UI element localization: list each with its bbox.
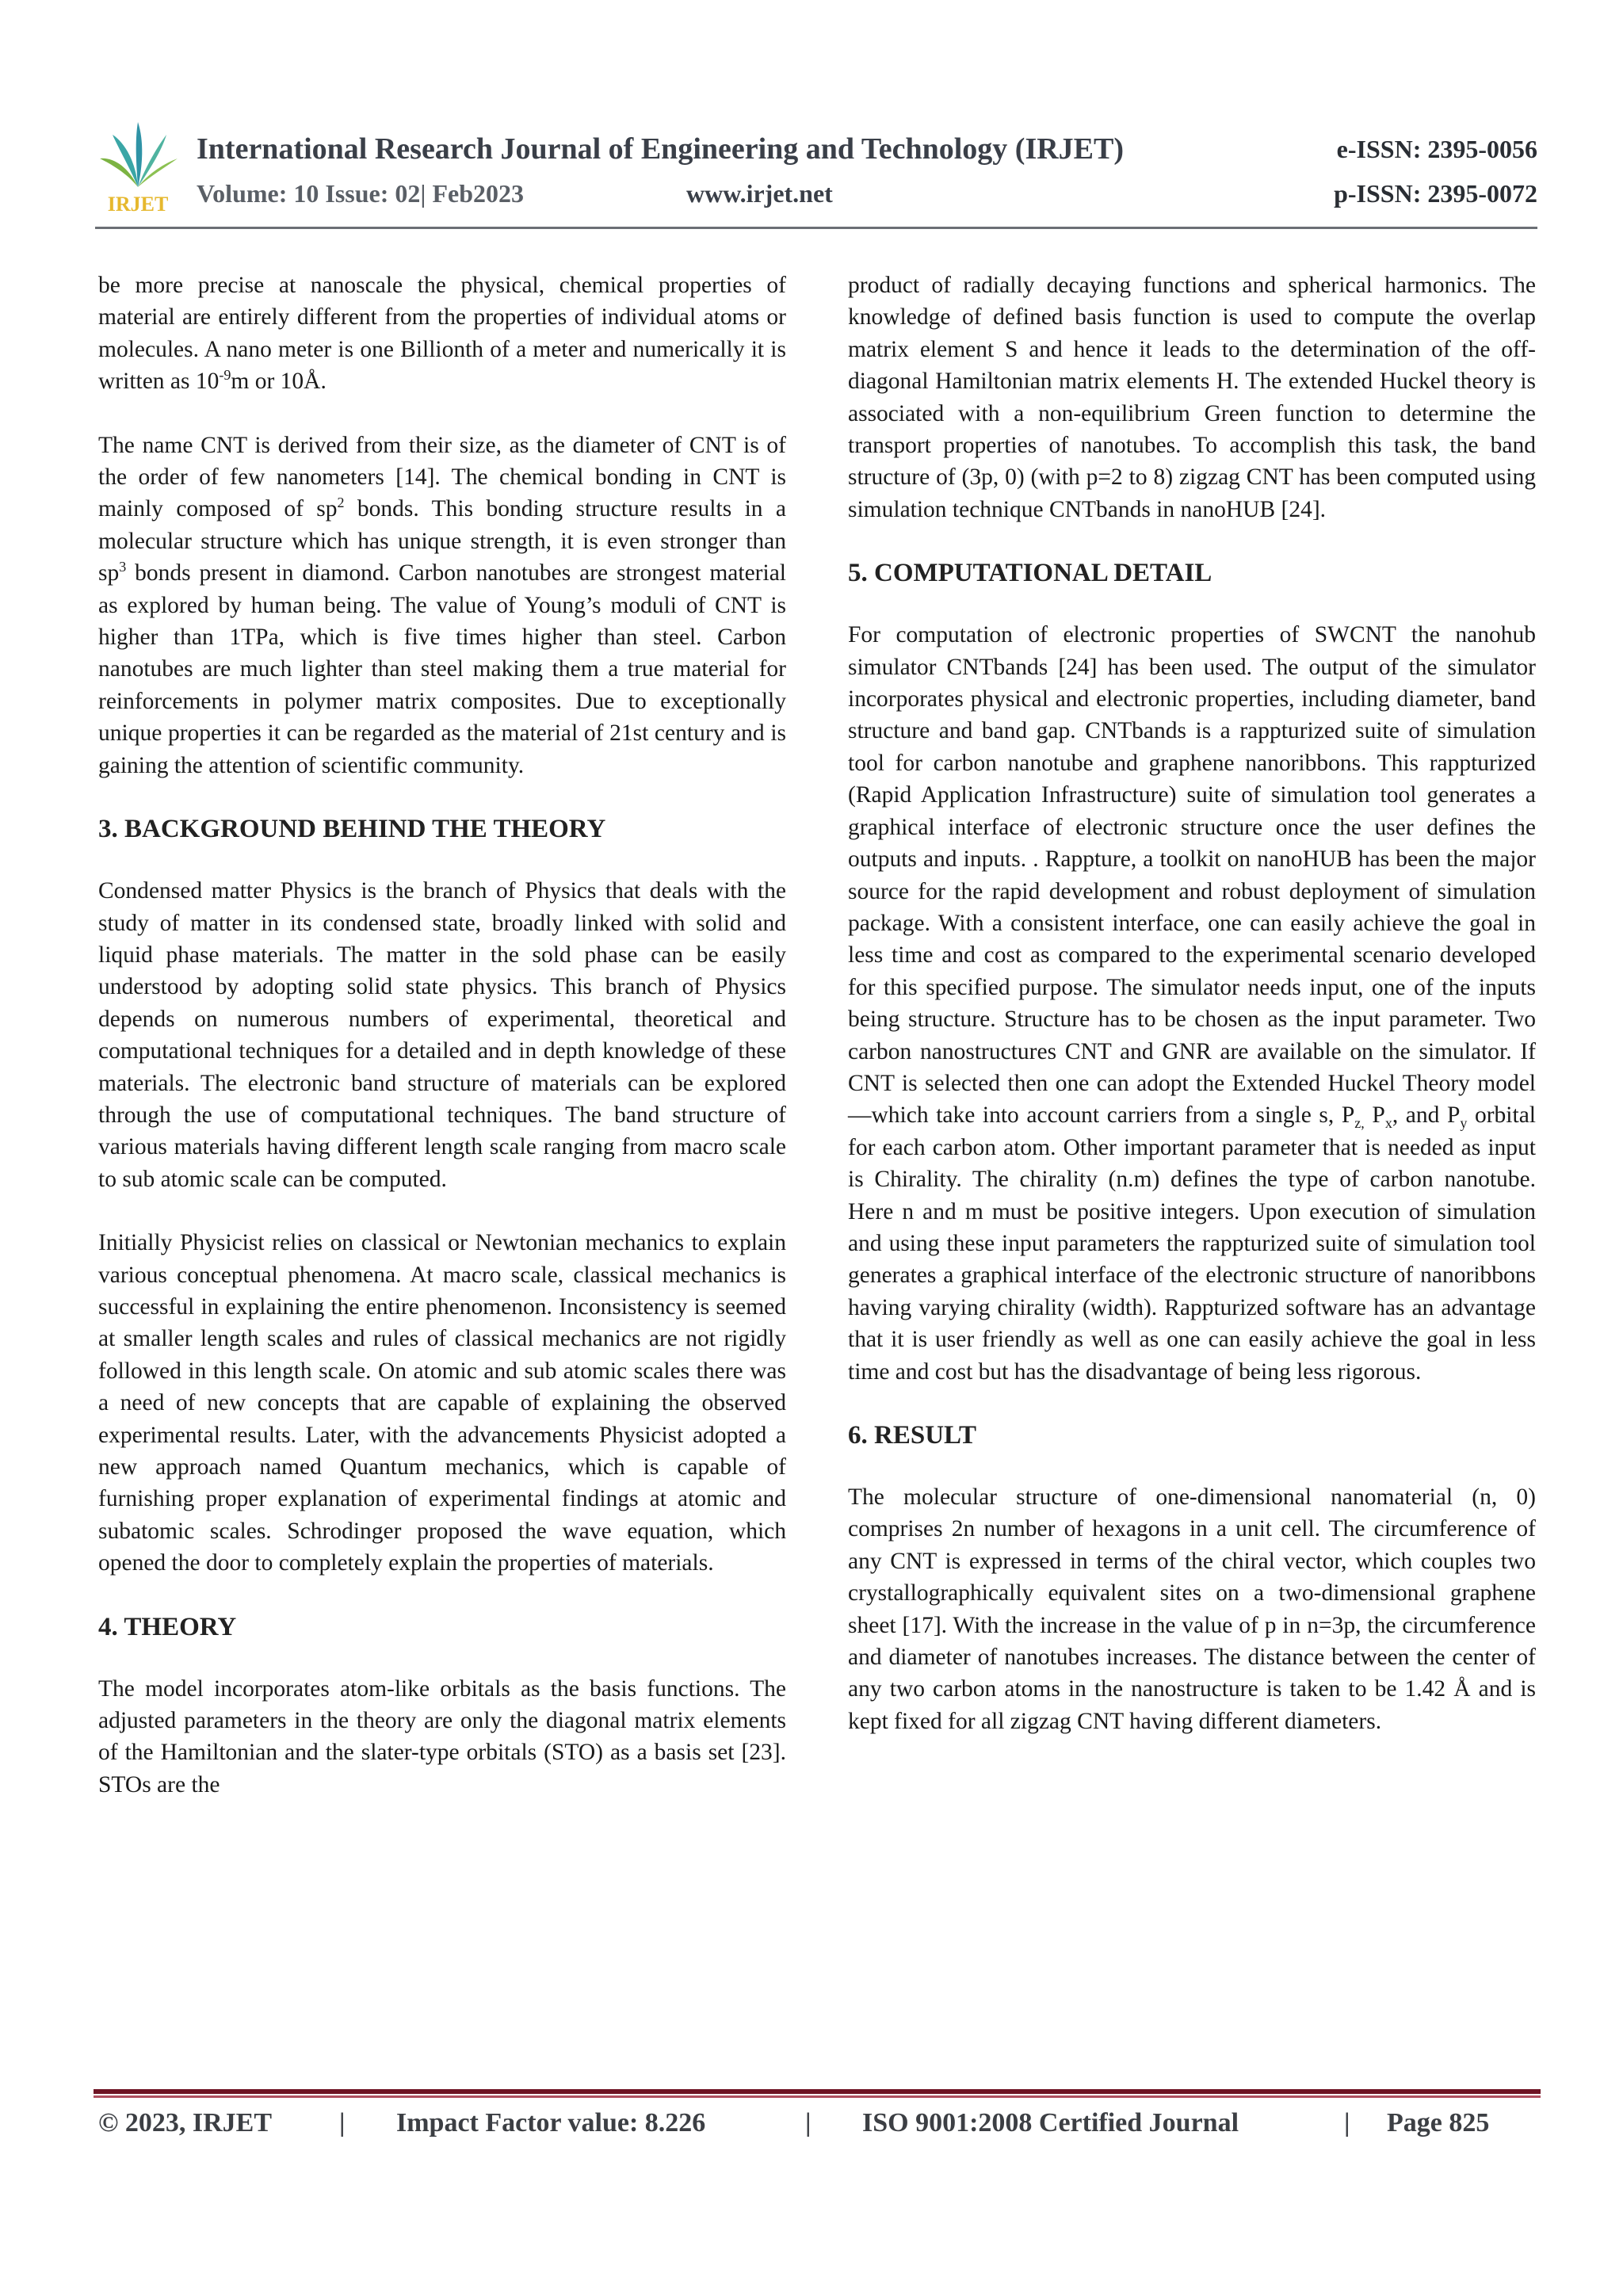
section-heading-4: 4. THEORY [98, 1612, 237, 1641]
paragraph: The molecular structure of one-dimensional nanomaterial (n, 0) comprises 2n number of hexagons in a unit cell. The circumference of any CNT is expressed in terms of the chiral vector, which couples two crystallographically equivalent sites on a two-dimensional graphene sheet [17]. With the increase in the value of p in n=3p, the circumference and diameter of nanotubes increases. The distance between the center of any two carbon atoms in the nanostructure is taken to be 1.42 Å and is kept fixed for all zigzag CNT having different diameters. [848, 1484, 1536, 1734]
paragraph: be more precise at nanoscale the physical, chemical properties of material are entirely different from the properties of individual atoms or molecules. A nano meter is one Billionth of a meter and numerically it is written as $10^{-9}m$ or 10Å. [98, 273, 786, 395]
paragraph: The model incorporates atom-like orbitals as the basis functions. The adjusted parameters in the theory are only the diagonal matrix elements of the Hamiltonian and the slater-type orbitals (STO) as a basis set [23]. STOs are the [98, 1675, 786, 1797]
paragraph: Initially Physicist relies on classical or Newtonian mechanics to explain various conceptual phenomena. At macro scale, classical mechanics is successful in explaining the entire phenomenon. Inconsistency is seemed at smaller length scales and rules of classical mechanics are not rigidly followed in this length scale. On atomic and sub atomic scales there was a need of new concepts that are capable of explaining the observed experimental results. Later, with the advancements Physicist adopted a new approach named Quantum mechanics, which is capable of furnishing proper explanation of experimental findings at atomic and subatomic scales. Schrodinger proposed the wave equation, which opened the door to completely explain the properties of materials. [98, 1230, 786, 1576]
e-issn: e-ISSN: 2395-0056 [1336, 135, 1537, 163]
journal-title: International Research Journal of Engineering and Technology (IRJET) [197, 132, 1125, 166]
section-heading-3: 3. BACKGROUND BEHIND THE THEORY [98, 815, 606, 844]
footer-divider-accent [94, 2095, 1541, 2098]
footer-copyright: © 2023, IRJET [98, 2108, 273, 2137]
page-header [95, 117, 1537, 228]
left-column [98, 269, 786, 1832]
right-column [848, 269, 1536, 1769]
page-footer [98, 2108, 1541, 2146]
paragraph: For computation of electronic properties of SWCNT the nanohub simulator CNTbands [24] has been used. The output of the simulator incorporates physical and electronic properties, including diameter, band structure and band gap. CNTbands is a rappturized suite of simulation tool for carbon nanotube and graphene nanoribbons. This rappturized (Rapid Application Infrastructure) suite of simulation tool generates a graphical interface of electronic structure once the user defines the outputs and inputs. . Rappture, a toolkit on nanoHUB has been the major source for the rapid development and robust deployment of simulation package. With a consistent interface, one can easily achieve the goal in less time and cost as compared to the experimental scenario developed for this specified purpose. The simulator needs input, one of the inputs being structure. Structure has to be chosen as the input parameter. Two carbon nanostructures CNT and GNR are available on the simulator. If CNT is selected then one can adopt the Extended Huckel Theory model—which take into account carriers from a single s, $P_{z,}$ $P_x$, and $P_y$ orbital for each carbon atom. Other important parameter that is needed as input is Chirality. The chirality (n.m) defines the type of carbon nanotube. Here n and m must be positive integers. Upon execution of simulation and using these input parameters the rappturized suite of simulation tool generates a graphical interface of the electronic structure of nanoribbons having varying chirality (width). Rappturized software has an advantage that it is user friendly as well as one can easily achieve the goal in less time and cost but has the disadvantage of being less rigorous. [848, 622, 1536, 1385]
volume-issue: Volume: 10 Issue: 02| Feb2023 [197, 179, 524, 208]
journal-website[interactable]: www.irjet.net [686, 179, 833, 208]
p-issn: p-ISSN: 2395-0072 [1334, 179, 1537, 208]
paragraph: product of radially decaying functions and spherical harmonics. The knowledge of defined basis function is used to compute the overlap matrix element S and hence it leads to the determination of the off-diagonal Hamiltonian matrix elements H. The extended Huckel theory is associated with a non-equilibrium Green function to determine the transport properties of nanotubes. To accomplish this task, the band structure of (3p, 0) (with p=2 to 8) zigzag CNT has been computed using simulation technique CNTbands in nanoHUB [24]. [848, 273, 1536, 522]
footer-separator: | [805, 2108, 812, 2137]
footer-divider [94, 2089, 1541, 2094]
footer-impact-factor: Impact Factor value: 8.226 [396, 2108, 706, 2137]
section-heading-5: 5. COMPUTATIONAL DETAIL [848, 559, 1212, 588]
logo-text: IRJET [107, 193, 169, 216]
footer-separator: | [1344, 2108, 1350, 2137]
footer-iso: ISO 9001:2008 Certified Journal [862, 2108, 1239, 2137]
paragraph: The name CNT is derived from their size, as the diameter of CNT is of the order of few nanometers [14]. The chemical bonding in CNT is mainly composed of $sp^2$ bonds. This bonding structure results in a molecular structure which has unique strength, it is even stronger than $sp^3$ bonds present in diamond. Carbon nanotubes are strongest material as explored by human being. The value of Young’s moduli of CNT is higher than 1TPa, which is five times higher than steel. Carbon nanotubes are much lighter than steel making them a true material for reinforcements in polymer matrix composites. Due to exceptionally unique properties it can be regarded as the material of 21st century and is gaining the attention of scientific community. [98, 432, 786, 778]
section-heading-6: 6. RESULT [848, 1421, 977, 1450]
paragraph: Condensed matter Physics is the branch of Physics that deals with the study of matter in its condensed state, broadly linked with solid and liquid phase materials. The matter in the sold phase can be easily understood by adopting solid state physics. This branch of Physics depends on numerous numbers of experimental, theoretical and computational techniques for a detailed and in depth knowledge of these materials. The electronic band structure of materials can be explored through the use of computational techniques. The band structure of various materials having different length scale ranging from macro scale to sub atomic scale can be computed. [98, 878, 786, 1192]
irjet-logo [95, 117, 181, 216]
footer-page-number: Page 825 [1387, 2108, 1490, 2137]
footer-separator: | [339, 2108, 346, 2137]
header-divider [95, 227, 1537, 229]
